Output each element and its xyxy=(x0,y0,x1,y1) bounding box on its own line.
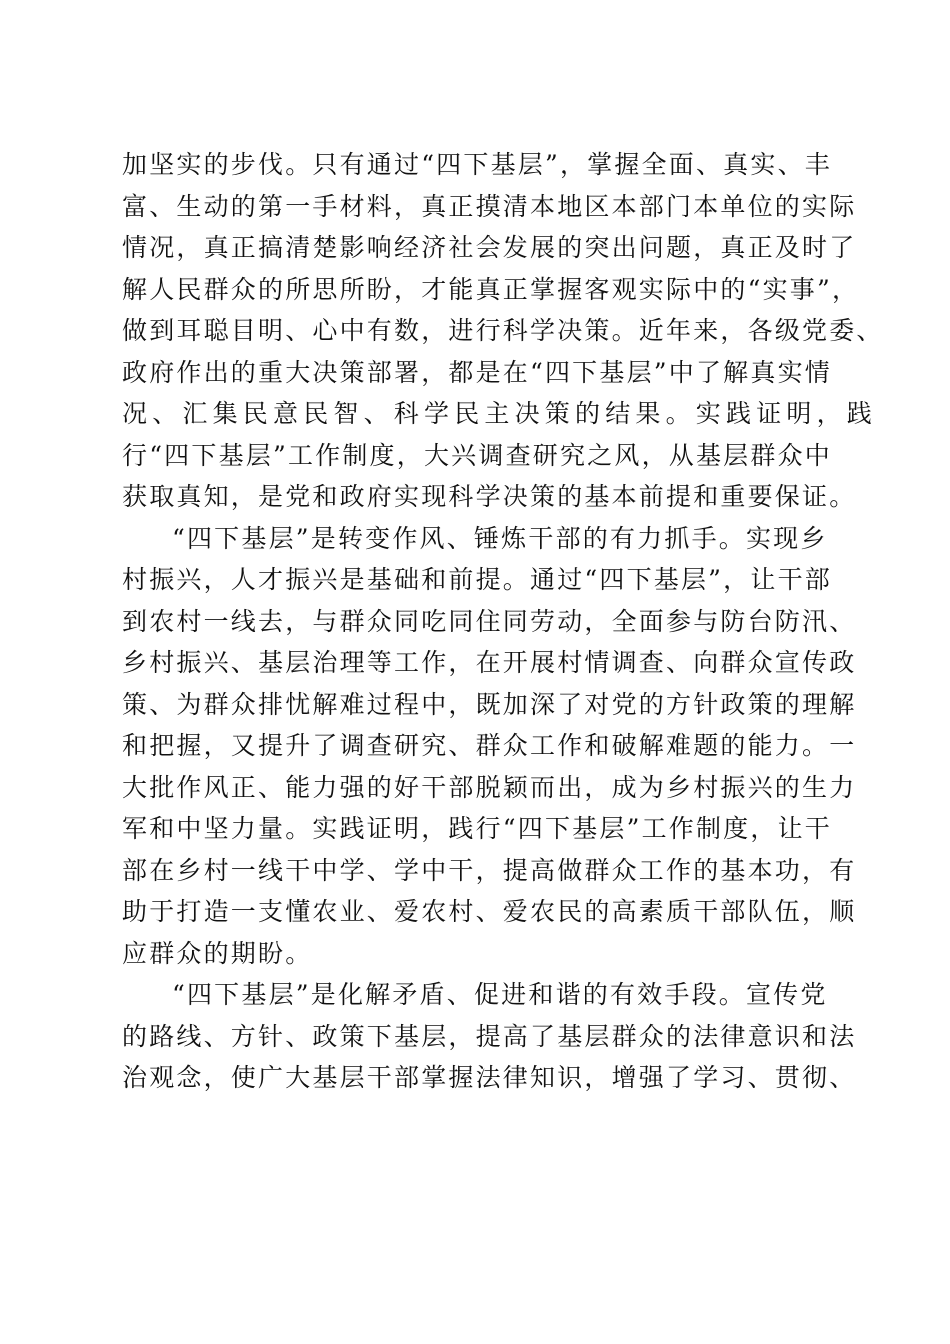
text-line: 况、汇集民意民智、科学民主决策的结果。实践证明，践 xyxy=(122,399,878,428)
text-line: 部在乡村一线干中学、学中干，提高做群众工作的基本功，有 xyxy=(122,855,857,885)
text-line: 政府作出的重大决策部署，都是在“四下基层”中了解真实情 xyxy=(122,357,832,387)
paragraph-start-line: “四下基层”是化解矛盾、促进和谐的有效手段。宣传党 xyxy=(172,980,828,1009)
text-line: 治观念，使广大基层干部掌握法律知识，增强了学习、贯彻、 xyxy=(122,1063,857,1092)
text-line: 解人民群众的所思所盼，才能真正掌握客观实际中的“实事”， xyxy=(122,274,860,304)
text-line: 助于打造一支懂农业、爱农村、爱农民的高素质干部队伍，顺 xyxy=(122,897,857,926)
text-line: 大批作风正、能力强的好干部脱颖而出，成为乡村振兴的生力 xyxy=(122,772,857,802)
text-line: 军和中坚力量。实践证明，践行“四下基层”工作制度，让干 xyxy=(122,814,832,843)
paragraph-start-line: “四下基层”是转变作风、锤炼干部的有力抓手。实现乡 xyxy=(172,523,828,553)
body-text xyxy=(122,144,884,1099)
text-line: 乡村振兴、基层治理等工作，在开展村情调查、向群众宣传政 xyxy=(122,648,857,677)
text-line: 富、生动的第一手材料，真正摸清本地区本部门本单位的实际 xyxy=(122,191,857,221)
text-line: 村振兴，人才振兴是基础和前提。通过“四下基层”，让干部 xyxy=(122,565,832,594)
text-line: 获取真知，是党和政府实现科学决策的基本前提和重要保证。 xyxy=(122,482,857,511)
text-line: 和把握，又提升了调查研究、群众工作和破解难题的能力。一 xyxy=(122,731,857,760)
text-line: 做到耳聪目明、心中有数，进行科学决策。近年来，各级党委、 xyxy=(122,316,884,345)
text-line: 策、为群众排忧解难过程中，既加深了对党的方针政策的理解 xyxy=(122,689,857,719)
text-line: 的路线、方针、政策下基层，提高了基层群众的法律意识和法 xyxy=(122,1021,857,1051)
text-line: 加坚实的步伐。只有通过“四下基层”，掌握全面、真实、丰 xyxy=(122,150,832,179)
text-line: 行“四下基层”工作制度，大兴调查研究之风，从基层群众中 xyxy=(122,440,832,470)
text-line: 到农村一线去，与群众同吃同住同劳动，全面参与防台防汛、 xyxy=(122,606,857,636)
text-line: 情况，真正搞清楚影响经济社会发展的突出问题，真正及时了 xyxy=(122,233,857,262)
text-line: 应群众的期盼。 xyxy=(122,938,313,968)
